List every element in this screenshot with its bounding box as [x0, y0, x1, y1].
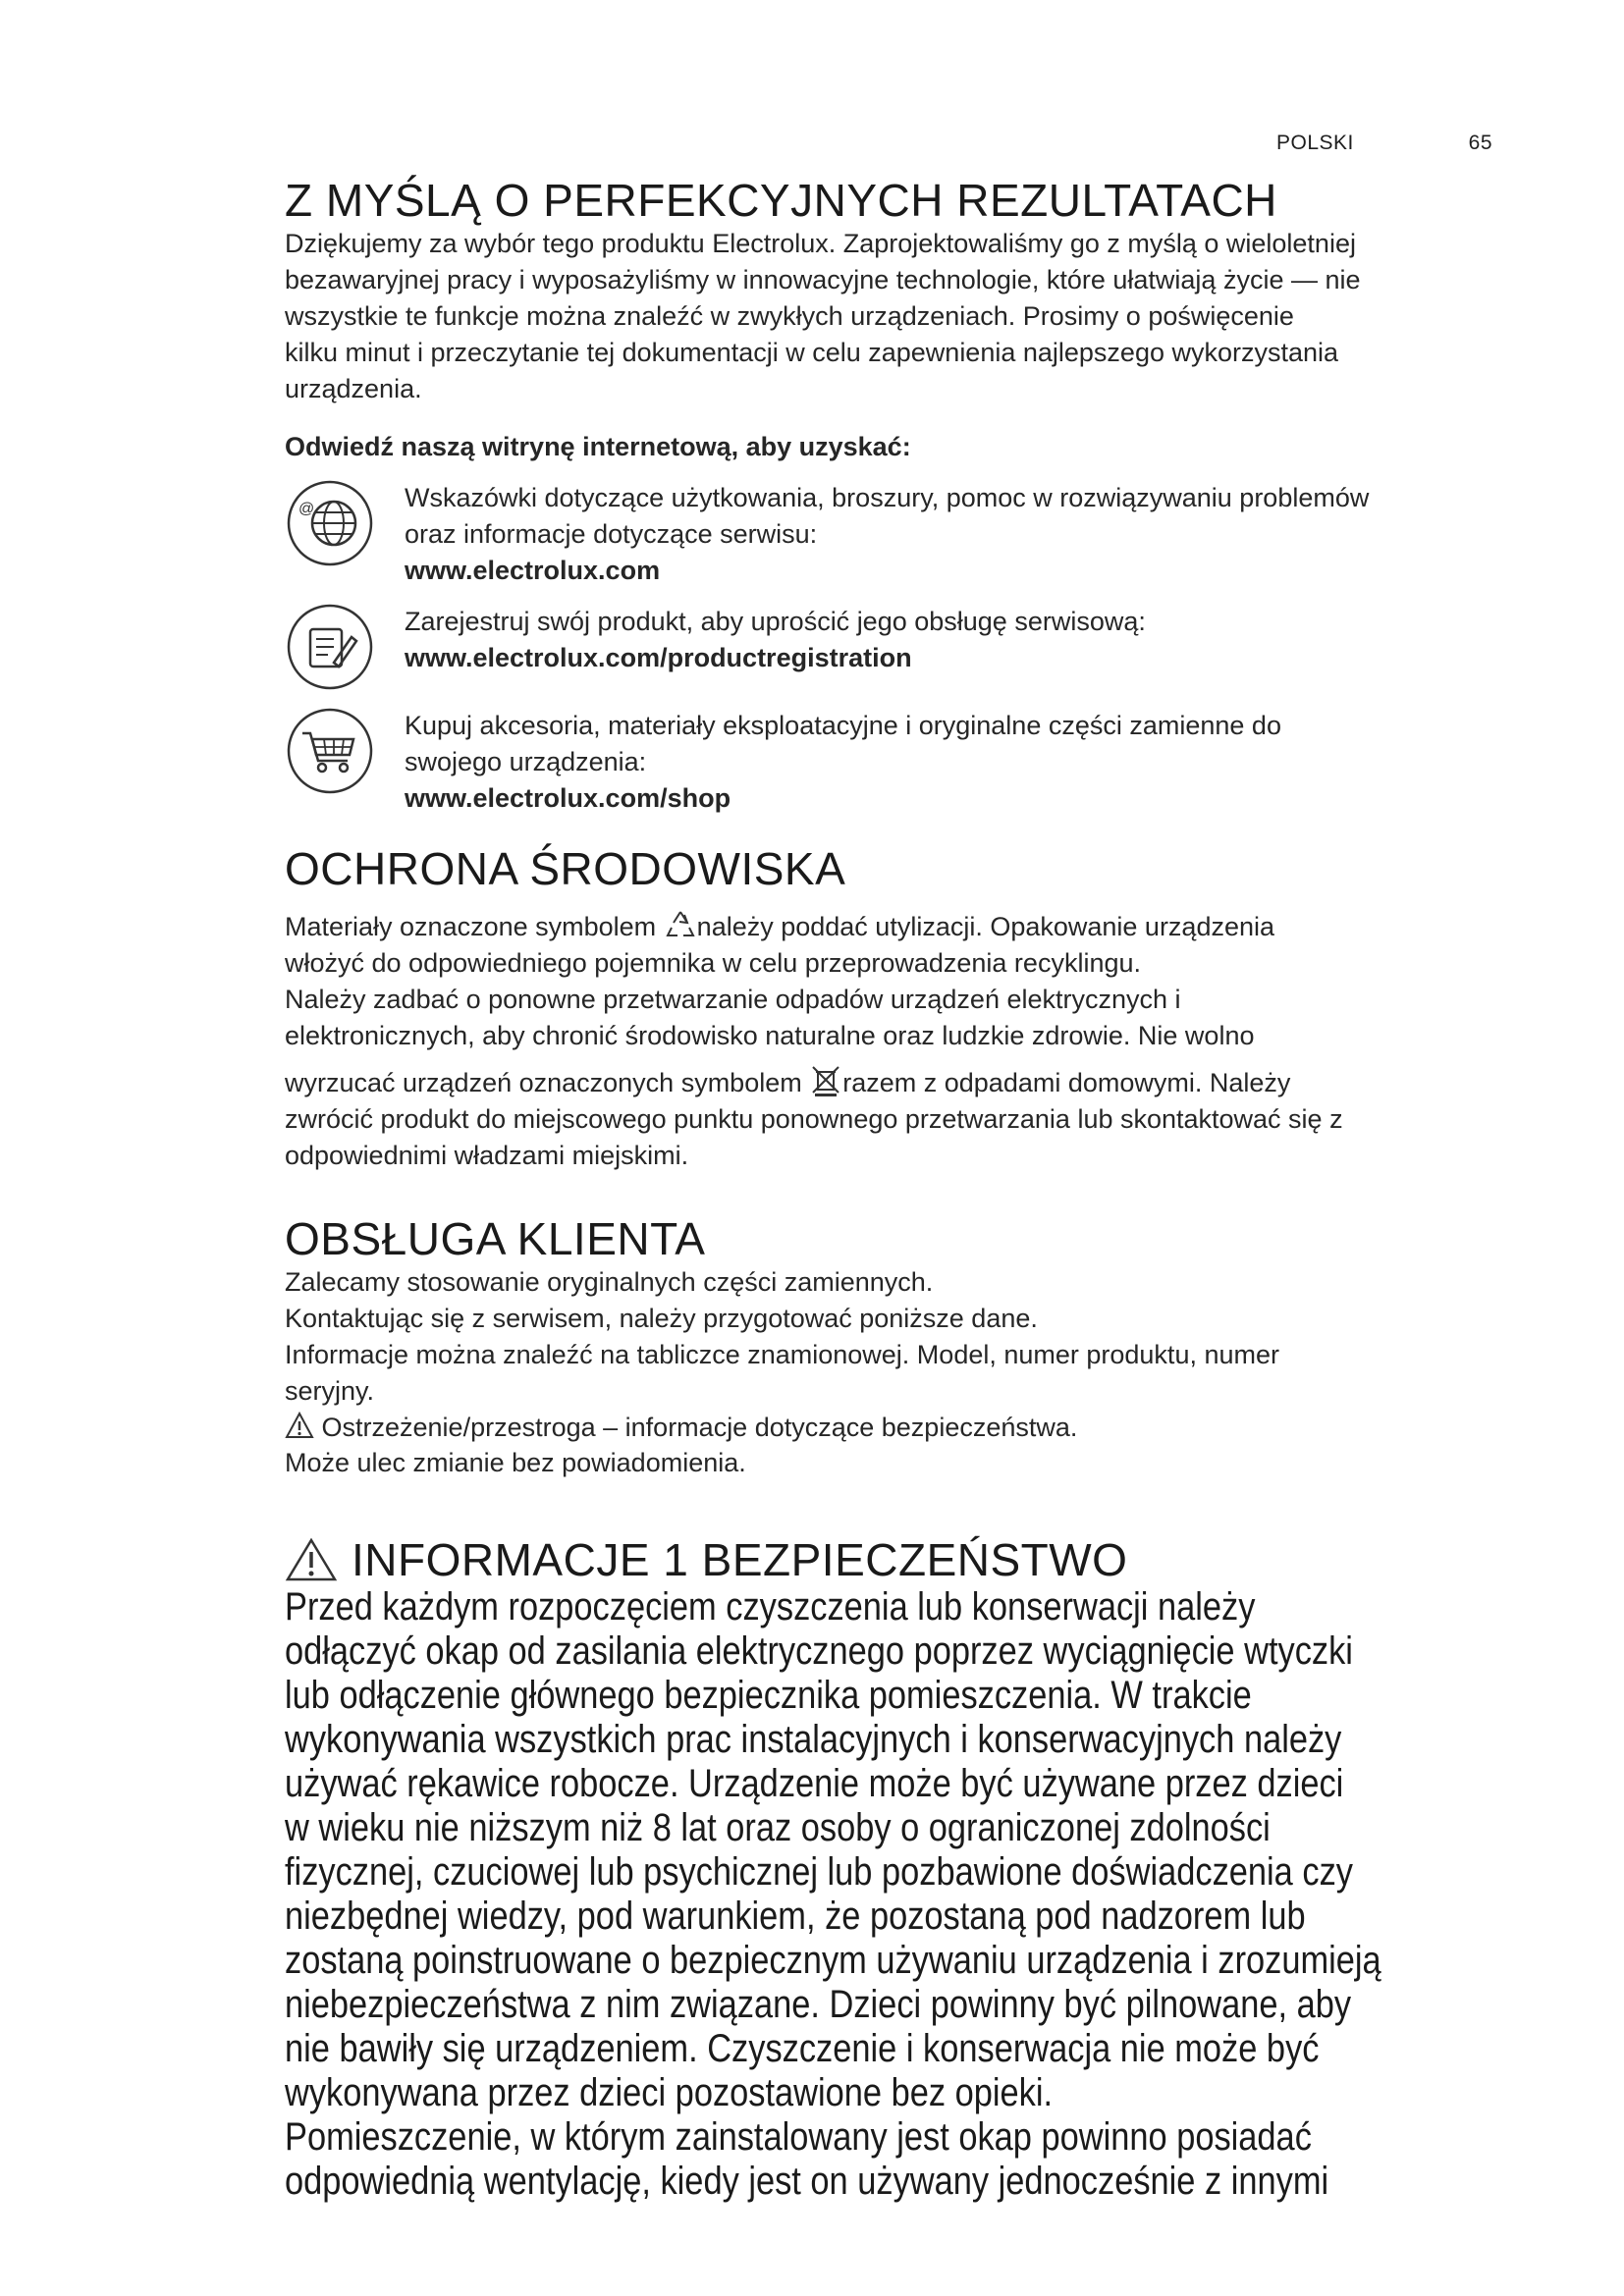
intro-title: Z MYŚLĄ O PERFEKCYJNYCH REZULTATACH — [285, 175, 1277, 226]
info-line: oraz informacje dotyczące serwisu: — [405, 519, 818, 549]
safety-line: niezbędnej wiedzy, pod warunkiem, że pozostaną pod nadzorem lub — [285, 1895, 1306, 1938]
environment-title: OCHRONA ŚRODOWISKA — [285, 843, 846, 894]
environment-line: Należy zadbać o ponowne przetwarzanie odpadów urządzeń elektrycznych i — [285, 985, 1181, 1014]
intro-line: bezawaryjnej pracy i wyposażyliśmy w innowacyjne technologie, które ułatwiają życie — nie — [285, 265, 1361, 294]
safety-line: zostaną poinstruowane o bezpiecznym używaniu urządzenia i zrozumieją — [285, 1939, 1381, 1982]
safety-line: Pomieszczenie, w którym zainstalowany jest okap powinno posiadać — [285, 2115, 1312, 2159]
info-line: Zarejestruj swój produkt, aby uprościć jego obsługę serwisową: — [405, 607, 1146, 636]
service-line: Informacje można znaleźć na tabliczce znamionowej. Model, numer produktu, numer — [285, 1340, 1279, 1369]
warning-text: Ostrzeżenie/przestroga – informacje dotyczące bezpieczeństwa. — [321, 1413, 1078, 1442]
environment-text: należy poddać utylizacji. Opakowanie urządzenia — [696, 912, 1275, 941]
safety-line: w wieku nie niższym niż 8 lat oraz osoby o ograniczonej zdolności — [285, 1806, 1271, 1849]
environment-line — [285, 908, 1512, 945]
info-line: Wskazówki dotyczące użytkowania, broszury, pomoc w rozwiązywaniu problemów — [405, 483, 1370, 512]
environment-text: wyrzucać urządzeń oznaczonych symbolem — [285, 1068, 810, 1097]
service-line: Może ulec zmianie bez powiadomienia. — [285, 1448, 746, 1477]
page-content — [285, 175, 1512, 2204]
info-line: swojego urządzenia: — [405, 747, 647, 776]
intro-line: wszystkie te funkcje można znaleźć w zwykłych urządzeniach. Prosimy o poświęcenie — [285, 301, 1294, 331]
environment-line — [285, 1064, 1512, 1101]
intro-line: Dziękujemy za wybór tego produktu Electrolux. Zaprojektowaliśmy go z myślą o wieloletniej — [285, 229, 1356, 258]
header-page-number: 65 — [1468, 132, 1492, 154]
environment-text: razem z odpadami domowymi. Należy — [842, 1068, 1291, 1097]
safety-title-row — [285, 1534, 1512, 1585]
svg-text:@: @ — [298, 501, 315, 517]
info-text — [405, 604, 1146, 675]
safety-line: odpowiednią wentylację, kiedy jest on używany jednocześnie z innymi — [285, 2160, 1329, 2203]
registration-link[interactable]: www.electrolux.com/productregistration — [405, 643, 912, 672]
safety-section — [285, 1534, 1512, 2204]
safety-line: odłączyć okap od zasilania elektrycznego poprzez wyciągnięcie wtyczki — [285, 1629, 1353, 1673]
safety-line: niebezpieczeństwa z nim związane. Dzieci powinny być pilnowane, aby — [285, 1983, 1352, 2026]
safety-line: wykonywania wszystkich prac instalacyjnych i konserwacyjnych należy — [285, 1718, 1342, 1761]
safety-line: używać rękawice robocze. Urządzenie może być używane przez dzieci — [285, 1762, 1344, 1805]
warning-line — [285, 1410, 1512, 1445]
header-language: POLSKI — [1276, 132, 1354, 154]
safety-text — [285, 1585, 1518, 2204]
info-item-support — [285, 478, 1512, 588]
safety-line: wykonywana przez dzieci pozostawione bez opieki. — [285, 2071, 1054, 2114]
environment-line: odpowiednimi władzami miejskimi. — [285, 1141, 689, 1170]
environment-section — [285, 843, 1512, 1174]
safety-line: fizycznej, czuciowej lub psychicznej lub pozbawione doświadczenia czy — [285, 1850, 1353, 1894]
service-line: Kontaktując się z serwisem, należy przygotować poniższe dane. — [285, 1304, 1038, 1333]
crossed-bin-icon — [809, 1064, 842, 1097]
cart-icon — [285, 706, 375, 796]
intro-paragraph — [285, 226, 1512, 407]
warning-icon — [285, 1537, 338, 1582]
safety-line: lub odłączenie głównego bezpiecznika pomieszczenia. W trakcie — [285, 1674, 1252, 1717]
info-text — [405, 480, 1369, 588]
environment-line: elektronicznych, aby chronić środowisko naturalne oraz ludzkie zdrowie. Nie wolno — [285, 1021, 1255, 1050]
environment-line: włożyć do odpowiedniego pojemnika w celu przeprowadzenia recyklingu. — [285, 948, 1141, 978]
info-item-registration — [285, 602, 1512, 692]
info-line: Kupuj akcesoria, materiały eksploatacyjne i oryginalne części zamienne do — [405, 711, 1281, 740]
register-icon — [285, 602, 375, 692]
intro-line: urządzenia. — [285, 374, 422, 403]
customer-service-title: OBSŁUGA KLIENTA — [285, 1213, 706, 1264]
recycle-icon — [664, 908, 697, 941]
page-header — [1276, 132, 1492, 155]
globe-icon — [285, 478, 375, 568]
environment-text: Materiały oznaczone symbolem — [285, 912, 664, 941]
service-line: seryjny. — [285, 1376, 375, 1406]
intro-line: kilku minut i przeczytanie tej dokumentacji w celu zapewnienia najlepszego wykorzystania — [285, 338, 1339, 367]
safety-line: nie bawiły się urządzeniem. Czyszczenie i konserwacja nie może być — [285, 2027, 1320, 2070]
visit-website-title: Odwiedź naszą witrynę internetową, aby uzyskać: — [285, 432, 911, 461]
info-item-shop — [285, 706, 1512, 816]
safety-line: Przed każdym rozpoczęciem czyszczenia lub konserwacji należy — [285, 1585, 1256, 1629]
info-text — [405, 708, 1281, 816]
support-link[interactable]: www.electrolux.com — [405, 556, 661, 585]
service-line: Zalecamy stosowanie oryginalnych części zamiennych. — [285, 1267, 934, 1297]
safety-title: INFORMACJE 1 BEZPIECZEŃSTWO — [352, 1534, 1128, 1585]
customer-service-section — [285, 1213, 1512, 1481]
shop-link[interactable]: www.electrolux.com/shop — [405, 783, 731, 813]
environment-line: zwrócić produkt do miejscowego punktu ponownego przetwarzania lub skontaktować się z — [285, 1104, 1343, 1134]
warning-icon — [285, 1412, 314, 1439]
